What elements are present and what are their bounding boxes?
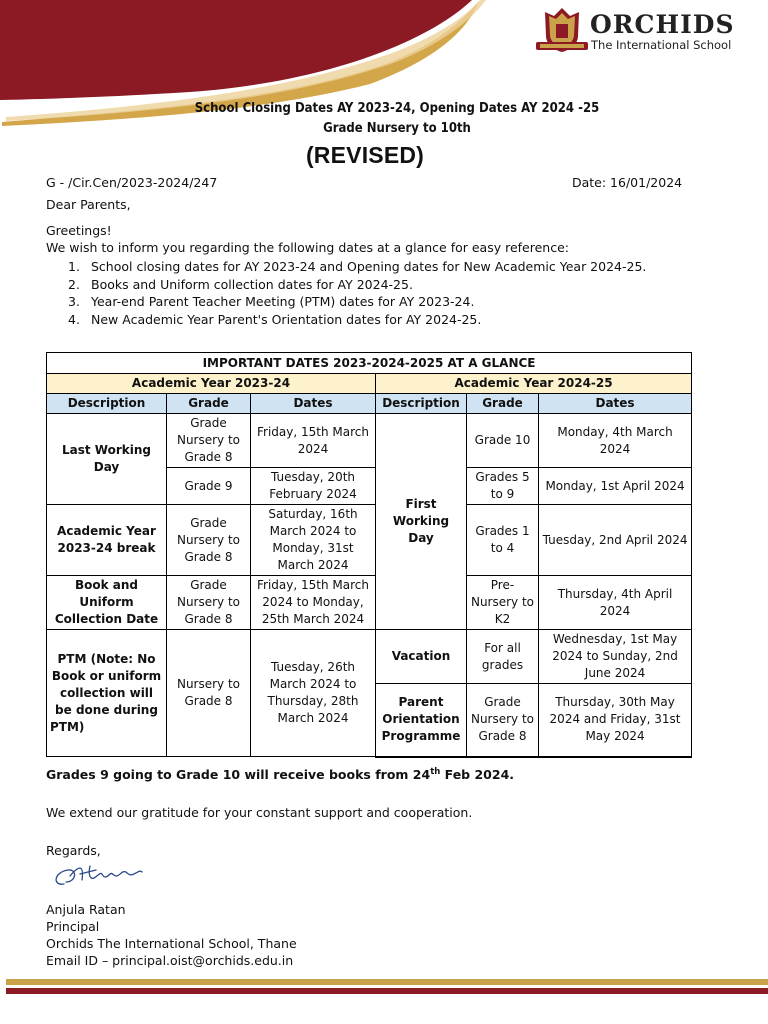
column-header: Grade (467, 394, 539, 414)
list-item (68, 276, 646, 294)
logo-name: ORCHIDS (590, 10, 735, 39)
regards: Regards, (46, 843, 101, 858)
principal-title: Principal (46, 919, 100, 934)
table-cell: Grade 10 (467, 414, 539, 468)
table-cell: Thursday, 30th May 2024 and Friday, 31st May 2024 (539, 684, 692, 757)
list-text: New Academic Year Parent's Orientation dates for AY 2024-25. (91, 311, 482, 327)
parent-orientation-label: Parent Orientation Programme (376, 684, 467, 757)
table-cell: Wednesday, 1st May 2024 to Sunday, 2nd June 2024 (539, 630, 692, 684)
column-header: Dates (539, 394, 692, 414)
table-cell: Friday, 15th March 2024 (251, 414, 376, 468)
footer-maroon-band (6, 988, 768, 994)
table-row (47, 576, 692, 630)
list-number: 2. (68, 276, 80, 292)
gratitude-text: We extend our gratitude for your constant support and cooperation. (46, 805, 473, 820)
table-cell: Grade Nursery to Grade 8 (167, 576, 251, 630)
column-header-row (47, 394, 692, 414)
list-text: School closing dates for AY 2023-24 and Opening dates for New Academic Year 2024-25. (91, 259, 647, 274)
last-working-day-label: Last Working Day (47, 414, 167, 505)
table-cell: Saturday, 16th March 2024 to Monday, 31st March 2024 (251, 505, 376, 576)
book-uniform-collection-label: Book and Uniform Collection Date (47, 576, 167, 630)
academic-year-break-label: Academic Year 2023-24 break (47, 505, 167, 576)
books-note (46, 767, 514, 782)
logo-tagline: The International School (591, 38, 732, 52)
crest-icon (534, 6, 590, 56)
list-item (68, 311, 646, 329)
column-header: Description (376, 394, 467, 414)
greeting: Greetings! (46, 223, 112, 238)
books-note-text: Grades 9 going to Grade 10 will receive books from 24 (46, 767, 431, 783)
table-row (47, 505, 692, 576)
table-cell: Friday, 15th March 2024 to Monday, 25th March 2024 (251, 576, 376, 630)
list-number: 4. (68, 311, 80, 327)
column-header: Dates (251, 394, 376, 414)
principal-name: Anjula Ratan (46, 902, 126, 917)
column-header: Description (47, 394, 167, 414)
table-title-row (47, 353, 692, 374)
table-row (47, 630, 692, 684)
circular-reference: G - /Cir.Cen/2023-2024/247 (46, 175, 218, 190)
academic-year-2024-25: Academic Year 2024-25 (376, 374, 692, 394)
table-cell: Grade Nursery to Grade 8 (467, 684, 539, 757)
revised-label: (REVISED) (305, 142, 425, 168)
purpose-list (68, 258, 646, 328)
academic-year-row (47, 374, 692, 394)
footer-band-graphic (0, 975, 768, 1024)
books-note-suffix: Feb 2024. (440, 767, 515, 783)
school-name: Orchids The International School, Thane (46, 936, 297, 951)
list-number: 3. (68, 294, 80, 309)
circular-subtitle: Grade Nursery to 10th (323, 121, 471, 136)
table-cell: Monday, 1st April 2024 (539, 468, 692, 505)
circular-date: Date: 16/01/2024 (572, 175, 683, 190)
school-logo (534, 6, 744, 58)
table-cell: Grades 5 to 9 (467, 468, 539, 505)
books-note-superscript: th (430, 767, 441, 777)
circular-title: School Closing Dates AY 2023-24, Opening Dates AY 2024 -25 (194, 101, 600, 116)
table-cell: Thursday, 4th April 2024 (539, 576, 692, 630)
list-item (68, 258, 646, 276)
table-cell: Tuesday, 26th March 2024 to Thursday, 28th March 2024 (251, 630, 376, 757)
salutation: Dear Parents, (46, 197, 131, 212)
list-text: Year-end Parent Teacher Meeting (PTM) dates for AY 2023-24. (91, 294, 475, 309)
table-cell: Grades 1 to 4 (467, 505, 539, 576)
table-cell: Grade Nursery to Grade 8 (167, 414, 251, 468)
table-cell: Grade 9 (167, 468, 251, 505)
table-cell: Tuesday, 20th February 2024 (251, 468, 376, 505)
table-cell: Pre-Nursery to K2 (467, 576, 539, 630)
first-working-day-label: First Working Day (376, 414, 467, 630)
table-cell: Nursery to Grade 8 (167, 630, 251, 757)
signature-image (50, 860, 150, 892)
academic-year-2023-24: Academic Year 2023-24 (47, 374, 376, 394)
footer-gold-band (6, 979, 768, 985)
table-cell: Monday, 4th March 2024 (539, 414, 692, 468)
column-header: Grade (167, 394, 251, 414)
table-cell: Grade Nursery to Grade 8 (167, 505, 251, 576)
table-title: IMPORTANT DATES 2023-2024-2025 AT A GLANCE (47, 353, 692, 374)
table-row (47, 414, 692, 468)
list-number: 1. (68, 259, 80, 274)
vacation-label: Vacation (376, 630, 467, 684)
table-cell: For all grades (467, 630, 539, 684)
important-dates-table (46, 352, 692, 758)
intro-text: We wish to inform you regarding the following dates at a glance for easy reference: (46, 240, 569, 255)
ptm-label: PTM (Note: No Book or uniform collection will be done during PTM) (47, 630, 167, 757)
principal-email: Email ID – principal.oist@orchids.edu.in (46, 953, 294, 968)
table-cell: Tuesday, 2nd April 2024 (539, 505, 692, 576)
list-text: Books and Uniform collection dates for AY 2024-25. (91, 276, 413, 292)
list-item (68, 293, 646, 311)
